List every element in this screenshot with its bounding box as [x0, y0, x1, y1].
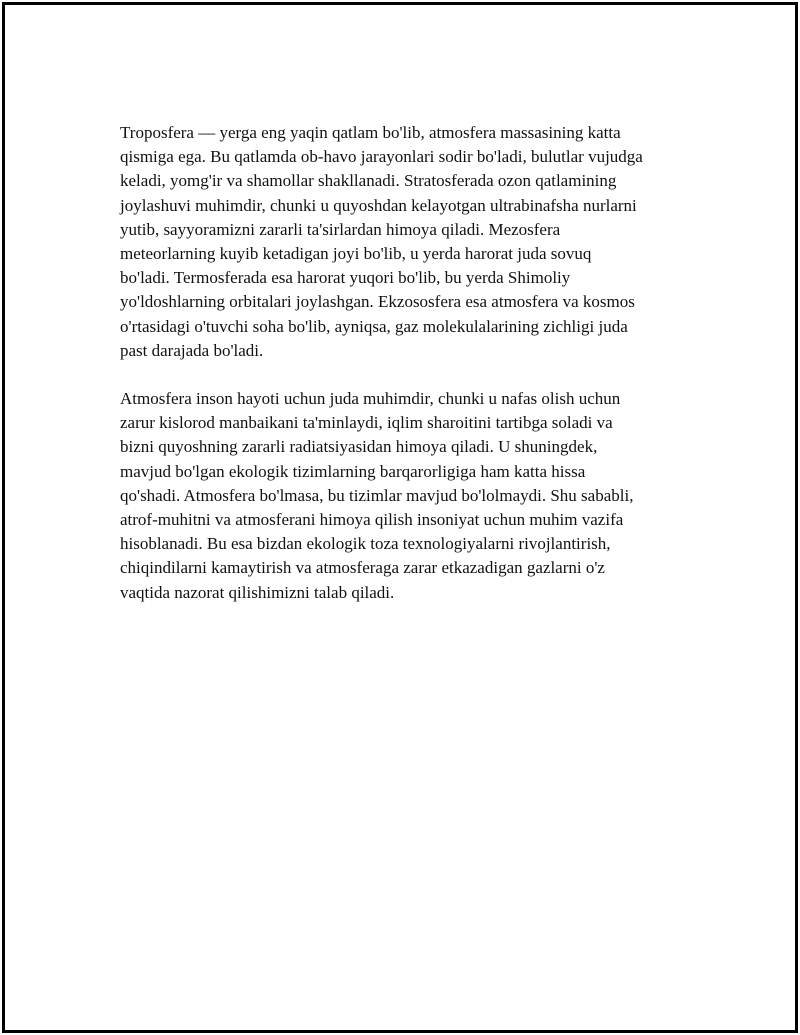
page-frame — [2, 2, 798, 1033]
text-line: mavjud bo'lgan ekologik tizimlarning barqarorligiga ham katta hissa — [120, 461, 586, 481]
text-line: meteorlarning kuyib ketadigan joyi bo'lib, u yerda harorat juda sovuq — [120, 244, 592, 264]
text-line: atrof-muhitni va atmosferani himoya qilish insoniyat uchun muhim vazifa — [120, 510, 624, 530]
text-line: joylashuvi muhimdir, chunki u quyoshdan kelayotgan ultrabinafsha nurlarni — [120, 195, 637, 215]
text-line: bizni quyoshning zararli radiatsiyasidan himoya qiladi. U shuningdek, — [120, 437, 598, 457]
text-line: o'rtasidagi o'tuvchi soha bo'lib, ayniqsa, gaz molekulalarining zichligi juda — [120, 316, 628, 336]
text-line: bo'ladi. Termosferada esa harorat yuqori bo'lib, bu yerda Shimoliy — [120, 268, 571, 288]
paragraph-atmosfera — [120, 387, 700, 605]
text-line: yutib, sayyoramizni zararli ta'sirlardan himoya qiladi. Mezosfera — [120, 219, 561, 239]
text-line: hisoblanadi. Bu esa bizdan ekologik toza texnologiyalarni rivojlantirish, — [120, 534, 611, 554]
text-line: qo'shadi. Atmosfera bo'lmasa, bu tizimlar mavjud bo'lolmaydi. Shu sababli, — [120, 485, 634, 505]
text-line: Atmosfera inson hayoti uchun juda muhimdir, chunki u nafas olish uchun — [120, 389, 621, 409]
text-line: past darajada bo'ladi. — [120, 340, 264, 360]
text-line: zarur kislorod manbaikani ta'minlaydi, iqlim sharoitini tartibga soladi va — [120, 413, 613, 433]
text-line: vaqtida nazorat qilishimizni talab qiladi. — [120, 582, 395, 602]
text-line: Troposfera — yerga eng yaqin qatlam bo'lib, atmosfera massasining katta — [120, 123, 621, 142]
paragraph-troposfera — [120, 121, 700, 363]
text-line: chiqindilarni kamaytirish va atmosferaga zarar etkazadigan gazlarni o'z — [120, 558, 605, 578]
text-line: keladi, yomg'ir va shamollar shakllanadi. Stratosferada ozon qatlamining — [120, 171, 617, 191]
document-body — [120, 121, 700, 629]
text-line: qismiga ega. Bu qatlamda ob-havo jarayonlari sodir bo'ladi, bulutlar vujudga — [120, 147, 643, 167]
text-line: yo'ldoshlarning orbitalari joylashgan. Ekzososfera esa atmosfera va kosmos — [120, 292, 635, 312]
